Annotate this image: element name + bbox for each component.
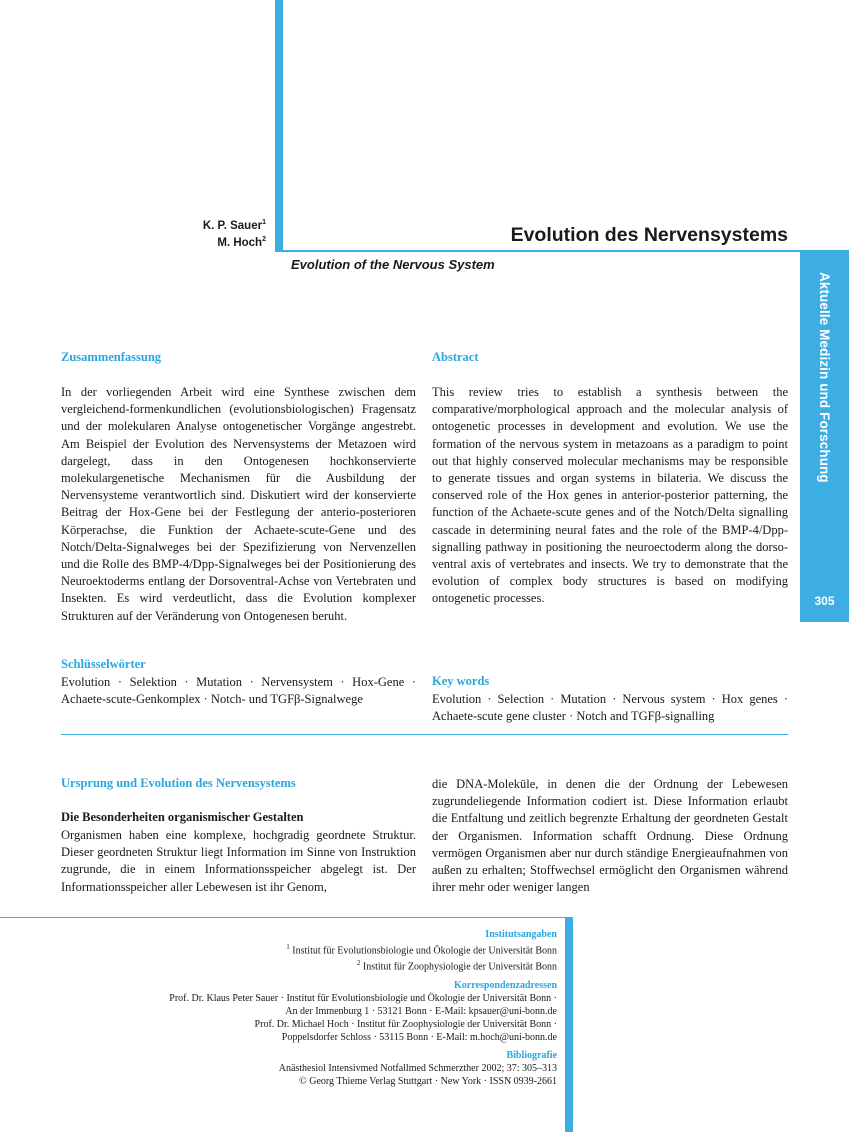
institutes-heading: Institutsangaben: [485, 929, 557, 940]
article-subtitle: Evolution of the Nervous System: [291, 257, 495, 272]
correspondence-line: An der Immenburg 1 · 53121 Bonn · E-Mail: kpsauer@uni-bonn.de: [285, 1005, 557, 1017]
article-title: Evolution des Nervensystems: [510, 224, 788, 246]
subsection-heading: Die Besonderheiten organismischer Gestalten: [61, 810, 304, 824]
section-heading: Ursprung und Evolution des Nervensystems: [61, 776, 296, 790]
abstract-text: This review tries to establish a synthesis between the comparative/morphological approach and the molecular analysis of ontogenetic processes in development and evolution. We use the formation of the nervous system in metazoans as a paradigm to point out that highly conserved molecular mechanisms may be responsible to generate tissues and organ systems in bilateria. We discuss the conserved role of the Hox genes in anterior-posterior patterning, the function of the Achaete-scute genes and of the Notch/Delta signalling cascade in determining neural fates and the role of the BMP-4/Dpp-signalling pathway in positioning the neuroectoderm along the dorso-ventral axis of vertebrates and insects. We try to demonstrate that the evolution of complex body structures is based on modifying ontogenetic processes.: [432, 385, 788, 606]
body-text-left: Organismen haben eine komplexe, hochgradig geordnete Struktur. Dieser geordneten Struktur liegt Information im Sinne von Instruktion zugrunde, die in einem Informationsspeicher abgelegt ist. Der Informationsspeicher aller Lebewesen ist ihr Genom,: [61, 828, 416, 894]
footer-block: [169, 928, 557, 1088]
key-words-heading: Key words: [432, 674, 490, 688]
footer-accent-bar: [565, 917, 573, 1132]
institute-line: $^1$ Institut für Evolutionsbiologie und Ökologie der Universität Bonn: [286, 943, 557, 957]
footer-rule: [0, 917, 572, 918]
key-words-text: Evolution · Selection · Mutation · Nervous system · Hox genes · Achaete-scute gene cluster · Notch and TGFβ-signalling: [432, 692, 788, 724]
zusammenfassung-heading: Zusammenfassung: [61, 350, 162, 364]
section-side-tab: [800, 252, 849, 622]
body-text-right: die DNA-Moleküle, in denen die der Ordnung der Lebewesen zugrundeliegende Information codiert ist. Diese Information erlaubt die Entfaltung und zeitlich begrenzte Erhaltung der geordneten Gestalt der Organismen. Information schafft Ordnung. Diese Ordnung vermögen Organismen aber nur durch ständige Energieaufnahmen von außen zu erhalten; Stoffwechsel ermöglicht den Organismen während ihrer mehr oder weniger langen: [432, 777, 788, 895]
page-number: 305: [814, 594, 835, 608]
correspondence-line: Poppelsdorfer Schloss · 53115 Bonn · E-Mail: m.hoch@uni-bonn.de: [281, 1031, 557, 1043]
top-accent-bar: [275, 0, 283, 252]
abstract-heading: Abstract: [432, 350, 479, 364]
bibliography-heading: Bibliografie: [506, 1049, 557, 1061]
zusammenfassung-text: In der vorliegenden Arbeit wird eine Synthese zwischen dem vergleichend-formenkundlichen (evolutionsbiologischen) Fragensatz und der molekularen Analyse ontogenetischer Vorgänge angestrebt. Am Beispiel der Evolution des Nervensystems der Metazoen wird dargelegt, dass in den Ontogenesen hochkonservierte molekulargenetische Mechanismen für die Ausbildung der Nervensysteme verantwortlich sind. Diskutiert wird der konservierte Beitrag der Hox-Gene bei der Festlegung der anterio-posterioren Körperachse, die Funktion der Achaete-scute-Gene und des Notch/Delta-Signalweges bei der Spezifizierung von Nervenzellen und die Rolle des BMP-4/Dpp-Signalweges bei der Positionierung des Neuroektoderms entlang der Dorsoventral-Achse von Vertebraten und Insekten. Es wird verdeutlicht, dass die Evolution komplexer Strukturen auf der Veränderung von Ontogenesen beruht.: [61, 385, 416, 623]
bibliography-line: © Georg Thieme Verlag Stuttgart · New York · ISSN 0939-2661: [299, 1075, 557, 1087]
correspondence-line: Prof. Dr. Michael Hoch · Institut für Zoophysiologie der Universität Bonn ·: [254, 1018, 557, 1030]
author-1: K. P. Sauer$^1$: [202, 219, 266, 232]
bibliography-line: Anästhesiol Intensivmed Notfallmed Schmerzther 2002; 37: 305–313: [278, 1062, 557, 1074]
author-2: M. Hoch$^2$: [217, 236, 266, 249]
institute-line: $^2$ Institut für Zoophysiologie der Universität Bonn: [356, 959, 557, 973]
schluesselwoerter-heading: Schlüsselwörter: [61, 657, 146, 671]
section-divider: [61, 734, 788, 735]
title-rule: [283, 250, 849, 252]
correspondence-heading: Korrespondenzadressen: [454, 979, 557, 991]
correspondence-line: Prof. Dr. Klaus Peter Sauer · Institut für Evolutionsbiologie und Ökologie der Universität Bonn ·: [169, 992, 557, 1004]
schluesselwoerter-text: Evolution · Selektion · Mutation · Nervensystem · Hox-Gene · Achaete-scute-Genkomplex · Notch- und TGFβ-Signalwege: [61, 675, 416, 707]
side-tab-label: Aktuelle Medizin und Forschung: [817, 272, 832, 483]
